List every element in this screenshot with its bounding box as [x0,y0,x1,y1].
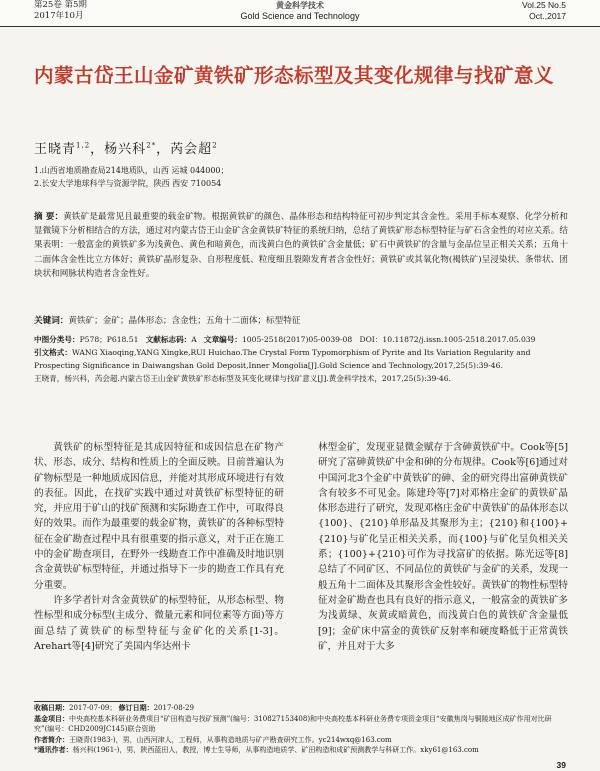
citation-cn: 王晓青，杨兴科，芮会超.内蒙古岱王山金矿黄铁矿形态标型及其变化规律与找矿意义[J].黄金科学技术，2017,25(5):39-46. [34,374,451,383]
citation-en-text: WANG Xiaoqing,YANG Xingke,RUI Huichao.The Crystal Form Typomorphism of Pyrite and Its Variation Regularity and Prospecting Significance in Daiwangshan Gold Deposit,Inner Mongolia[J].Gold Science and Technology,2017,25(5):39-46. [34,348,531,370]
author-bio-line [34,735,568,746]
abstract-label: 摘 要： [34,212,64,222]
affiliation-line: 2.长安大学地球科学与资源学院，陕西 西安 710054 [34,179,222,188]
received-label: 收稿日期： [34,703,69,712]
paper-title: 内蒙古岱王山金矿黄铁矿形态标型及其变化规律与找矿意义 [34,64,555,87]
doi-value: 10.11872/j.issn.1005-2518.2017.05.039 [382,335,536,344]
revised-label: 修订日期： [118,703,154,712]
corresponding-text: 杨兴科(1961-)，男，陕西蓝田人，教授，博士生导师，从事构造地质学、矿田构造和成矿预测教学与科研工作。xky61@163.com [72,746,479,755]
author-name: 杨兴科 [104,142,147,157]
body-paragraph: 林型金矿，发现亚显微金赋存于含砷黄铁矿中。Cook等[5]研究了富砷黄铁矿中金和砷的分布规律。Cook等[6]通过对中国河北3个金矿中黄铁矿的砷、金的研究得出富砷黄铁矿含有较多不可见金。陈建玲等[7]对邓格庄金矿的黄铁矿晶体形态进行了研究，发现邓格庄金矿中黄铁矿的晶体形态以{100}、{210}单形晶及其聚形为主；{210}和{100}+{210}与矿化呈正相关关系，而{100}与矿化呈负相关关系；{100}+{210}可作为寻找富矿的依据。陈光远等[8]总结了不同矿区、不同品位的黄铁矿与金矿的关系，发现一般五角十二面体及其聚形含金性较好。黄铁矿的物性标型特征对金矿勘查也具有良好的指示意义，一般富金的黄铁矿多为浅黄绿、灰黄或暗黄色，而浅黄白色的黄铁矿含金量低[9]；金矿床中富金的黄铁矿反射率和硬度略低于正常黄铁矿，并且对于大多 [318,442,568,652]
header-journal-en: Gold Science and Technology [240,11,360,21]
dates-line [34,703,568,714]
author-affil-mark: 2* [146,141,157,150]
received-date: 2017-07-09； [69,704,117,712]
affiliations [34,164,229,190]
header-volume-cn: 第25卷 第5期 [34,0,87,10]
article-metadata [34,333,568,385]
footnotes [34,703,568,756]
body-column-right [318,440,568,654]
fund-line [34,714,568,735]
body-paragraph: 黄铁矿的标型特征是其成因特征和成因信息在矿物产状、形态、成分、结构和性质上的全面反映。目前普遍认为矿物标型是一种地质成因信息，并能对其形成环境进行有效的表征。因此，在找矿实践中通过对黄铁矿标型特征的研究，并应用于矿山的找矿预测和实际勘查工作中，可取得良好的效果。而作为最重要的载金矿物，黄铁矿的各种标型特征在金矿勘查过程中具有很重要的指示意义，对于正在施工中的金矿勘查项目，在野外一线勘查工作中准确及时地识别含金黄铁矿标型特征，并通过指导下一步的勘查工作具有充分重要。 [34,442,284,591]
keywords-text: 黄铁矿；金矿；晶体形态；含金性；五角十二面体；标型特征 [68,316,301,326]
doc-code-value: A [191,335,197,344]
author-list [34,138,218,157]
author-affil-mark: 1,2 [76,141,91,150]
fund-text: 中央高校基本科研业务费项目“矿田构造与找矿预测”(编号：310827153408)和中央高校基本科研业务费专项资金项目“安徽焦岗与铜陵地区成矿作用对比研究”(编号：CHD2009JC145)联合资助 [34,714,552,734]
fund-label: 基金项目： [34,713,69,723]
citation-en [34,346,568,372]
corresponding-author-line [34,745,568,756]
page-number: 39 [556,760,566,770]
doc-code-label: 文献标志码： [145,335,192,344]
article-no-label: 文章编号： [204,335,242,344]
keywords [34,315,568,328]
citation-label: 引文格式： [34,348,72,357]
corresponding-label: *通讯作者： [34,745,73,755]
footnote-rule [34,701,144,702]
article-no-value: 1005-2518(2017)05-0039-08 [241,335,353,344]
keywords-label: 关键词： [34,316,69,326]
header-date-cn: 2017年10月 [34,11,84,21]
clc-label: 中图分类号： [34,335,80,344]
author-bio-text: 王晓青(1983-)，男，山西河津人，工程师，从事构造地质与矿产勘查研究工作。yc214wxq@163.com [69,735,392,744]
classification-line [34,333,568,346]
header-volume-en: Vol.25 No.5 [522,0,566,10]
author-name: 王晓青 [34,142,77,157]
author-separator: ， [90,142,105,157]
abstract-text: 黄铁矿是最常见且最重要的载金矿物。根据黄铁矿的颜色、晶体形态和结构特征可初步判定其含金性。采用手标本观察、化学分析和显微镜下分析相结合的方法，通过对内蒙古岱王山金矿含金黄铁矿特征的系统归纳，总结了黄铁矿形态标型特征与矿石含金性的对应关系。结果表明：一般富金的黄铁矿多为浅黄色、黄色和暗黄色，而浅黄白色的黄铁矿含金量低；矿石中黄铁矿的含量与金品位呈正相关关系；五角十二面体含金性比立方体好；黄铁矿晶形复杂、自形程度低、粒度细且裂隙发育者含金性好；黄铁矿或其氧化物(褐铁矿)呈浸染状、条带状、团块状和网脉状构造者含金性好。 [34,212,568,279]
author-bio-label: 作者简介： [34,734,69,744]
body-paragraph: 许多学者针对含金黄铁矿的标型特征，从形态标型、物性标型和成分标型(主成分、微量元素和同位素等方面)等方面总结了黄铁矿的标型特征与金矿化的关系[1-3]。Arehart等[4]研究了美国内华达州卡 [34,594,284,652]
header-date-en: Oct.,2017 [529,11,566,21]
header-right [522,0,566,22]
doi-label: DOI： [359,335,383,344]
author-name: 芮会超 [170,142,213,157]
clc-value: P578；P618.51 [79,335,139,344]
header-journal-cn: 黄金科学技术 [276,0,324,10]
revised-date: 2017-08-29 [153,704,194,712]
author-separator: ， [156,142,171,157]
author-affil-mark: 2 [212,141,218,150]
running-header [0,0,600,27]
abstract [34,210,568,281]
affiliation-line: 1.山西省地质勘查局214地质队，山西 运城 044000； [34,166,229,175]
body-column-left [34,440,284,654]
